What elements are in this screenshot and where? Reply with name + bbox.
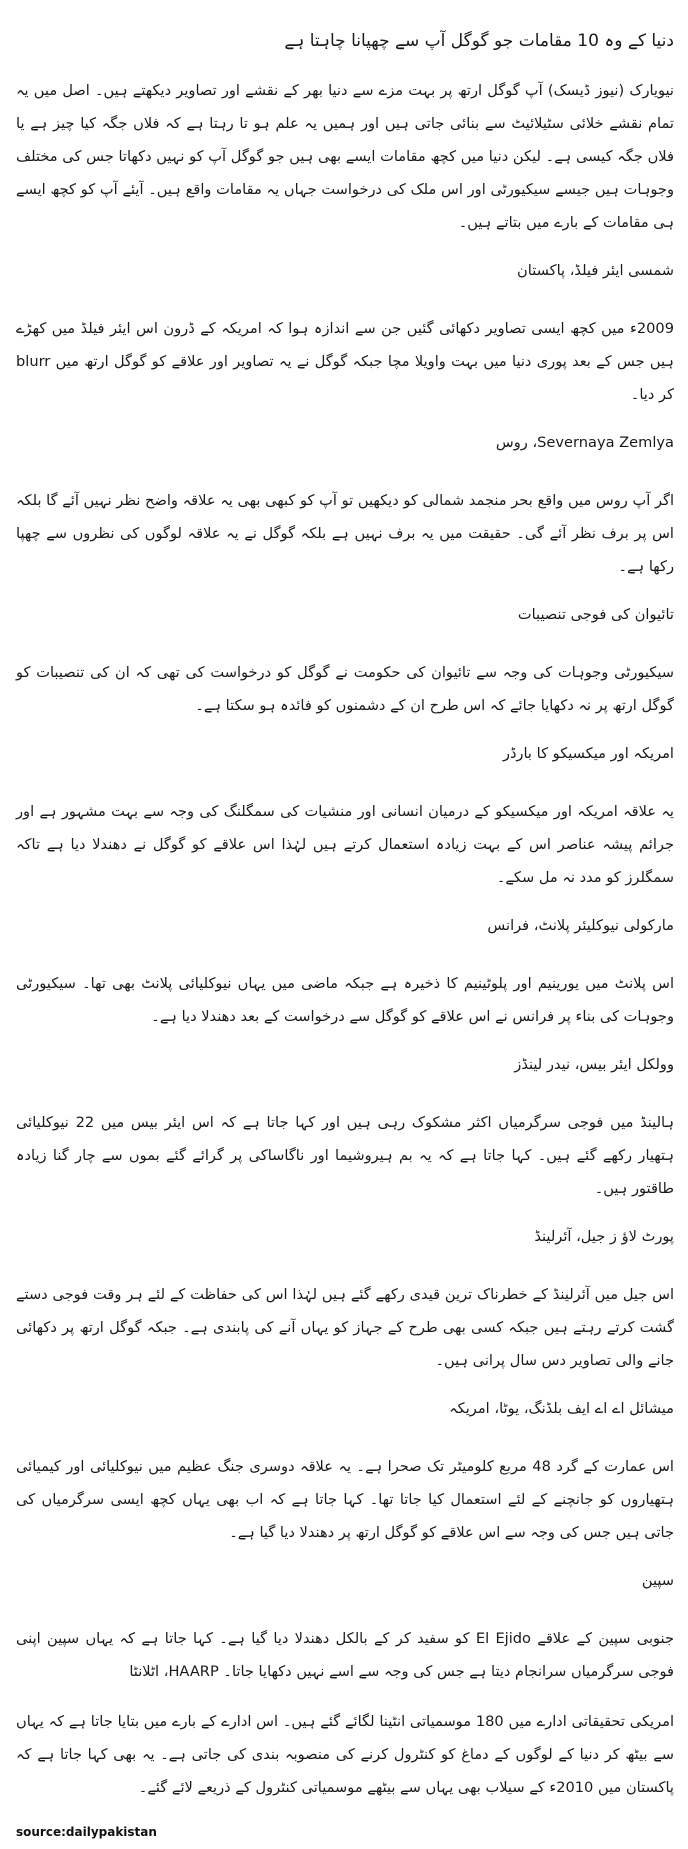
section-heading: تائیوان کی فوجی تنصیبات <box>517 606 674 623</box>
article-intro: نیویارک (نیوز ڈیسک) آپ گوگل ارتھ پر بہت مزے سے دنیا بھر کے نقشے اور تصاویر دیکھتے ہیں۔ اصل میں یہ تمام نقشے خلائی سٹیلائیٹ سے بنائی جاتی ہیں اور ہمیں یہ علم ہو تا رہتا ہے کہ فلاں جگہ کیا چیز ہے یا فلاں جگہ کیسی ہے۔ لیکن دنیا میں کچھ مقامات ایسے بھی ہیں جو گوگل آپ کو نہیں دکھاتا جس کی مختلف وجوہات ہیں جیسے سیکیورٹی اور اس ملک کی درخواست جہاں یہ مقامات واقع ہیں۔ آیئے آپ کو کچھ ایسے ہی مقامات کے بارے میں بتاتے ہیں۔ <box>16 82 674 231</box>
section-body: سیکیورٹی وجوہات کی وجہ سے تائیوان کی حکومت نے گوگل کو درخواست کی تھی کہ ان کی تنصیبات کو گوگل ارتھ پر نہ دکھایا جائے کہ اس طرح ان کے دشمنوں کو فائدہ ہو سکتا ہے۔ <box>16 664 674 714</box>
section-heading: سپین <box>641 1572 674 1589</box>
section-severnaya-zemlya <box>16 428 674 583</box>
section-body: 2009ء میں کچھ ایسی تصاویر دکھائی گئیں جن سے اندازہ ہوا کہ امریکہ کے ڈرون اس ایئر فیلڈ میں کھڑے ہیں جس کے بعد پوری دنیا میں بہت واویلا مچا جبکہ گوگل نے یہ تصاویر اور علاقے کو گوگل ارتھ میں blurr کر دیا۔ <box>16 320 674 403</box>
section-marcoule-france <box>16 911 674 1033</box>
section-spain <box>16 1566 674 1688</box>
section-heading: شمسی ایئر فیلڈ، پاکستان <box>517 262 674 279</box>
section-heading: میشائل اے اے ایف بلڈنگ، یوٹا، امریکہ <box>449 1400 674 1417</box>
section-taiwan-military <box>16 600 674 722</box>
section-haarp <box>16 1705 674 1804</box>
article-title: دنیا کے وہ 10 مقامات جو گوگل آپ سے چھپانا چاہتا ہے <box>284 31 674 51</box>
section-utah-building <box>16 1394 674 1549</box>
section-portlaoise-prison <box>16 1222 674 1377</box>
section-body: اگر آپ روس میں واقع بحر منجمد شمالی کو دیکھیں تو آپ کو کبھی بھی یہ علاقہ واضح نظر نہیں آئے گا بلکہ اس پر برف نظر آئے گی۔ حقیقت میں یہ برف نہیں ہے بلکہ گوگل نے یہ علاقہ لوگوں کی نظروں سے چھپا رکھا ہے۔ <box>16 492 674 575</box>
section-shamsi-airfield <box>16 256 674 411</box>
section-volkel-airbase <box>16 1050 674 1205</box>
section-heading: پورٹ لاؤ ز جیل، آئرلینڈ <box>534 1228 674 1245</box>
section-body: ہالینڈ میں فوجی سرگرمیاں اکثر مشکوک رہی ہیں اور کہا جاتا ہے کہ اس ایئر بیس میں 22 نیوکلیائی ہتھیار رکھے گئے ہیں۔ کہا جاتا ہے کہ یہ بم ہیروشیما اور ناگاساکی پر گرائے گئے بموں سے چار گنا زیادہ طاقتور ہیں۔ <box>16 1114 675 1197</box>
section-body: یہ علاقہ امریکہ اور میکسیکو کے درمیان انسانی اور منشیات کی سمگلنگ کی وجہ سے بہت مشہور ہے اور جرائم پیشہ عناصر اس کے بہت زیادہ استعمال کرتے ہیں لہٰذا اس علاقے کو گوگل نے دھندلا دیا ہے تاکہ سمگلرز کو مدد نہ مل سکے۔ <box>16 803 674 886</box>
section-body: امریکی تحقیقاتی ادارے میں 180 موسمیاتی انٹینا لگائے گئے ہیں۔ اس ادارے کے بارے میں بتایا جاتا ہے کہ یہاں سے بیٹھ کر دنیا کے لوگوں کے دماغ کو کنٹرول کرنے کی منصوبہ بندی کی جاتی ہے۔ یہ بھی کہا جاتا ہے کہ پاکستان میں 2010ء کے سیلاب بھی یہاں سے بیٹھے موسمیاتی کنٹرول کے ذریعے لائے گئے۔ <box>16 1713 674 1796</box>
section-us-mexico-border <box>16 739 674 894</box>
section-body: اس پلانٹ میں یورینیم اور پلوٹینیم کا ذخیرہ ہے جبکہ ماضی میں یہاں نیوکلیائی پلانٹ بھی تھا۔ سیکیورٹی وجوہات کی بناء پر فرانس نے اس علاقے کو گوگل سے درخواست کے بعد دھندلا دیا ہے۔ <box>16 975 674 1025</box>
section-body: جنوبی سپین کے علاقے El Ejido کو سفید کر کے بالکل دھندلا دیا گیا ہے۔ کہا جاتا ہے کہ یہاں سپین اپنی فوجی سرگرمیاں سرانجام دیتا ہے جس کی وجہ سے اسے نہیں دکھایا جاتا۔ HAARP، اٹلانٹا <box>16 1630 674 1680</box>
source-credit: source:dailypakistan <box>16 1825 157 1839</box>
section-body: اس جیل میں آئرلینڈ کے خطرناک ترین قیدی رکھے گئے ہیں لہٰذا اس کی حفاظت کے لئے ہر وقت فوجی دستے گشت کرتے رہتے ہیں جبکہ کسی بھی طرح کے جہاز کو یہاں آنے کی پابندی ہے۔ جبکہ گوگل ارتھ پر دکھائی جانے والی تصاویر دس سال پرانی ہیں۔ <box>16 1286 674 1369</box>
section-heading: Severnaya Zemlya، روس <box>495 434 674 451</box>
section-body: اس عمارت کے گرد 48 مربع کلومیٹر تک صحرا ہے۔ یہ علاقہ دوسری جنگ عظیم میں نیوکلیائی اور کیمیائی ہتھیاروں کو جانچنے کے لئے استعمال کیا جاتا تھا۔ کہا جاتا ہے کہ اب بھی یہاں کچھ ایسی سرگرمیاں کی جاتی ہیں جس کی وجہ سے اس علاقے کو گوگل ارتھ پر دھندلا دیا گیا ہے۔ <box>16 1458 674 1541</box>
section-heading: امریکہ اور میکسیکو کا بارڈر <box>502 745 674 762</box>
section-heading: وولکل ایئر بیس، نیدر لینڈز <box>514 1056 674 1073</box>
section-heading: مارکولی نیوکلیئر پلانٹ، فرانس <box>487 917 674 934</box>
